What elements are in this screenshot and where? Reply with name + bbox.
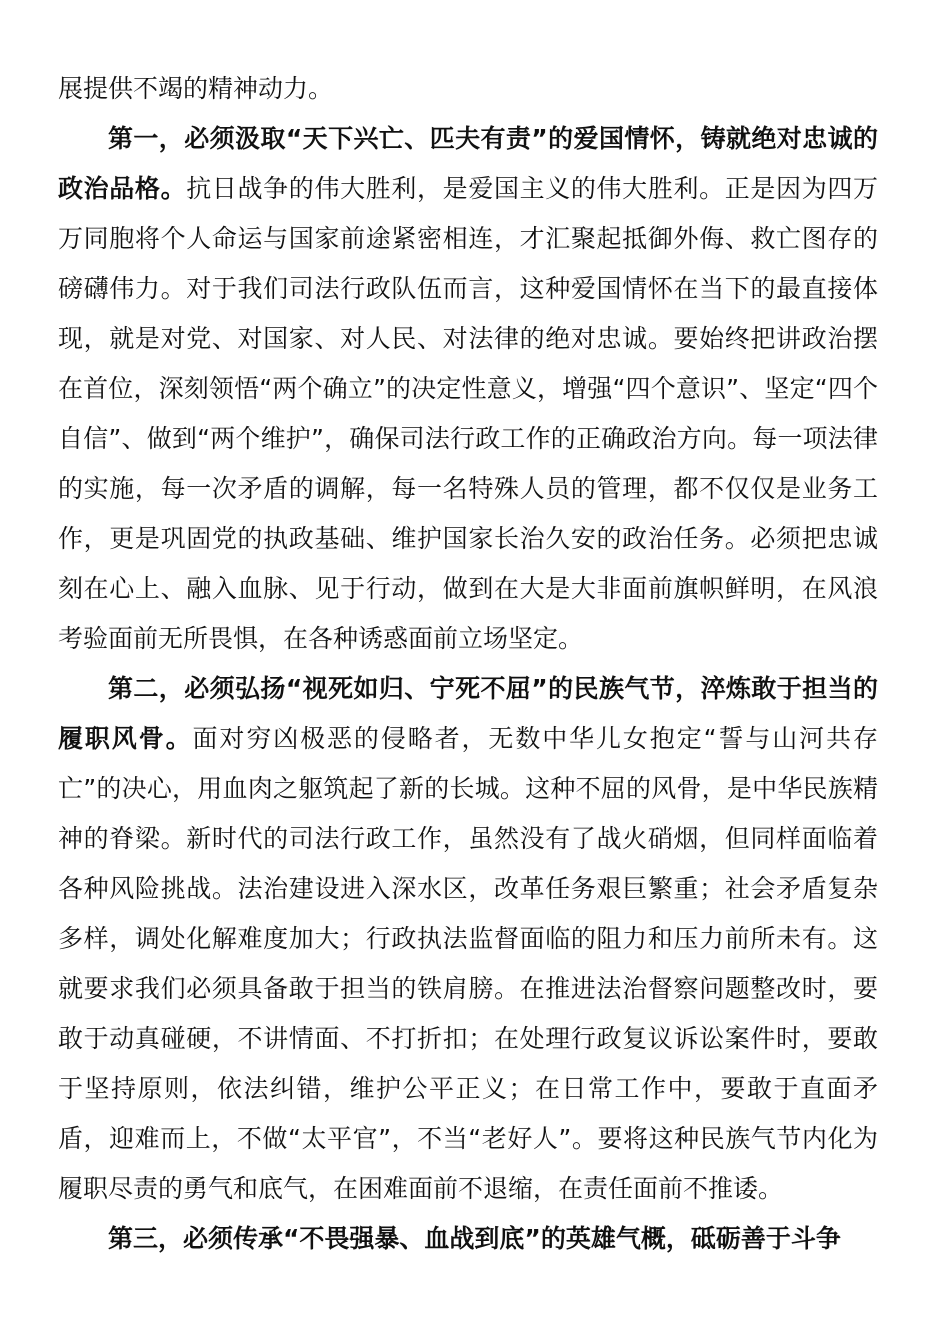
paragraph-second-lead: 第二，必须弘扬“视死如归、宁死不屈”的民族气节，淬炼敢于担当的履职风骨。 <box>58 674 878 753</box>
paragraph-first-body: 抗日战争的伟大胜利，是爱国主义的伟大胜利。正是因为四万万同胞将个人命运与国家前途紧密相连，才汇聚起抵御外侮、救亡图存的磅礴伟力。对于我们司法行政队伍而言，这种爱国情怀在当下的最直接体现，就是对党、对国家、对人民、对法律的绝对忠诚。要始终把讲政治摆在首位，深刻领悟“两个确立”的决定性意义，增强“四个意识”、坚定“四个自信”、做到“两个维护”，确保司法行政工作的正确政治方向。每一项法律的实施，每一次矛盾的调解，每一名特殊人员的管理，都不仅仅是业务工作，更是巩固党的执政基础、维护国家长治久安的政治任务。必须把忠诚刻在心上、融入血脉、见于行动，做到在大是大非面前旗帜鲜明，在风浪考验面前无所畏惧，在各种诱惑面前立场坚定。 <box>58 174 878 653</box>
document-page <box>58 64 878 1264</box>
paragraph-third <box>58 1214 878 1264</box>
paragraph-third-lead: 第三，必须传承“不畏强暴、血战到底”的英雄气概，砥砺善于斗争 <box>108 1224 841 1253</box>
paragraph-second <box>58 664 878 1214</box>
paragraph-first-lead: 第一，必须汲取“天下兴亡、匹夫有责”的爱国情怀，铸就绝对忠诚的政治品格。 <box>58 124 878 203</box>
paragraph-first <box>58 114 878 664</box>
paragraph-second-body: 面对穷凶极恶的侵略者，无数中华儿女抱定“誓与山河共存亡”的决心，用血肉之躯筑起了新的长城。这种不屈的风骨，是中华民族精神的脊梁。新时代的司法行政工作，虽然没有了战火硝烟，但同样面临着各种风险挑战。法治建设进入深水区，改革任务艰巨繁重；社会矛盾复杂多样，调处化解难度加大；行政执法监督面临的阻力和压力前所未有。这就要求我们必须具备敢于担当的铁肩膀。在推进法治督察问题整改时，要敢于动真碰硬，不讲情面、不打折扣；在处理行政复议诉讼案件时，要敢于坚持原则，依法纠错，维护公平正义；在日常工作中，要敢于直面矛盾，迎难而上，不做“太平官”，不当“老好人”。要将这种民族气节内化为履职尽责的勇气和底气，在困难面前不退缩，在责任面前不推诿。 <box>58 724 878 1203</box>
opening-line: 展提供不竭的精神动力。 <box>58 74 334 103</box>
